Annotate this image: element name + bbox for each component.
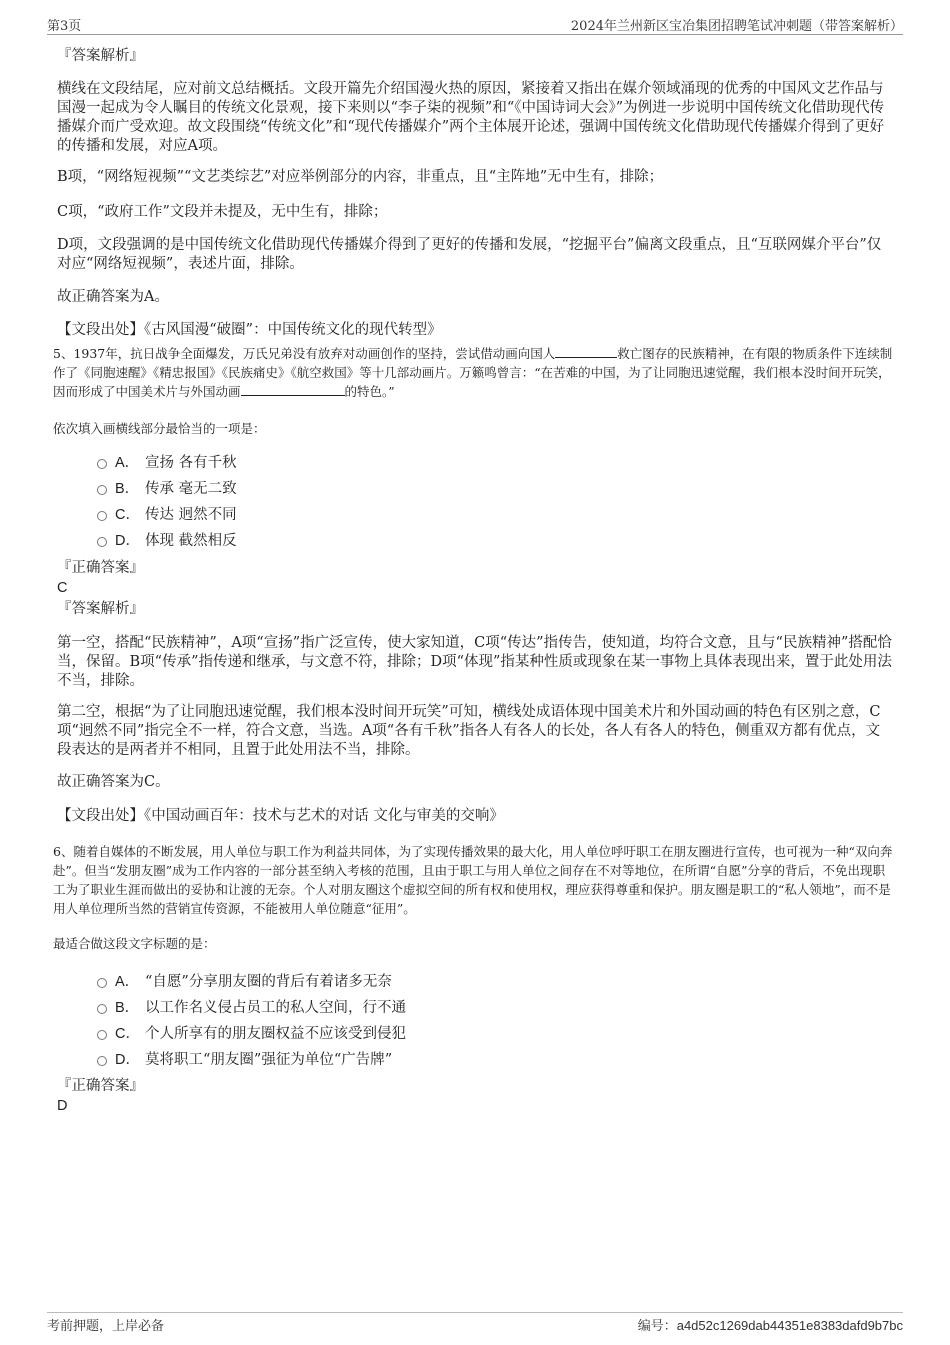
radio-button[interactable] <box>97 978 107 988</box>
radio-button[interactable] <box>97 1030 107 1040</box>
option-c[interactable]: C． 个人所享有的朋友圈权益不应该受到侵犯 <box>97 1021 697 1047</box>
radio-button[interactable] <box>97 511 107 521</box>
page-header <box>47 14 903 35</box>
page-number: 第3页 <box>47 19 82 34</box>
document-code: 编号：a4d52c1269dab44351e8383dafd9b7bc <box>637 1318 903 1334</box>
correct-answer-label: 『正确答案』 <box>57 560 144 576</box>
analysis-paragraph: 横线在文段结尾，应对前文总结概括。文段开篇先介绍国漫火热的原因，紧接着又指出在媒介领域涌现的优秀的中国风文艺作品与国漫一起成为令人瞩目的传统文化景观，接下来则以“李子柒的视频”和“《中国诗词大会》”为例进一步说明中国传统文化借助现代传播媒介而广受欢迎。故文段围绕“传统文化”和“现代传播媒介”两个主体展开论述，强调中国传统文化借助现代传播媒介得到了更好的传播和发展，对应A项。 <box>57 81 885 154</box>
radio-button[interactable] <box>97 485 107 495</box>
analysis-paragraph: B项，“网络短视频”“文艺类综艺”对应举例部分的内容，非重点，且“主阵地”无中生有，排除； <box>57 169 664 185</box>
page-footer <box>47 1312 903 1335</box>
option-a[interactable]: A． “自愿”分享朋友圈的背后有着诸多无奈 <box>97 969 697 995</box>
correct-answer: C <box>57 580 68 596</box>
option-d[interactable]: D． 莫将职工“朋友圈”强征为单位“广告牌” <box>97 1047 697 1073</box>
analysis-paragraph: 第一空，搭配“民族精神”，A项“宣扬”指广泛宣传，使大家知道，C项“传达”指传告，使知道，均符合文意，且与“民族精神”搭配恰当，保留。B项“传承”指传递和继承，与文意不符，排除；D项“体现”指某种性质或现象在某一事物上具体表现出来，置于此处用法不当，排除。 <box>57 635 892 689</box>
radio-button[interactable] <box>97 1004 107 1014</box>
fill-blank <box>555 345 617 358</box>
option-c[interactable]: C． 传达 迥然不同 <box>97 502 597 528</box>
option-list <box>97 969 697 1073</box>
passage-source: 【文段出处】《古风国漫“破圈”：中国传统文化的现代转型》 <box>57 322 442 338</box>
footer-slogan: 考前押题，上岸必备 <box>47 1319 165 1334</box>
passage-source: 【文段出处】《中国动画百年：技术与艺术的对话 文化与审美的交响》 <box>57 808 504 824</box>
option-list <box>97 450 597 554</box>
radio-button[interactable] <box>97 459 107 469</box>
document-title: 2024年兰州新区宝冶集团招聘笔试冲刺题（带答案解析） <box>570 19 903 34</box>
question-stem: 6、随着自媒体的不断发展，用人单位与职工作为利益共同体，为了实现传播效果的最大化，用人单位呼吁职工在朋友圈进行宣传，也可视为一种“双向奔赴”。但当“发朋友圈”成为工作内容的一部分甚至纳入考核的范围，且由于职工与用人单位之间存在不对等地位，在所谓“自愿”分享的背后，不免出现职工为了职业生涯而做出的妥协和让渡的无奈。个人对朋友圈这个虚拟空间的所有权和使用权，理应获得尊重和保护。朋友圈是职工的“私人领地”，而不是用人单位理所当然的营销宣传资源，不能被用人单位随意“征用”。 <box>53 844 893 916</box>
conclusion: 故正确答案为C。 <box>57 774 170 790</box>
radio-button[interactable] <box>97 537 107 547</box>
analysis-paragraph: C项，“政府工作”文段并未提及，无中生有，排除； <box>57 204 388 220</box>
conclusion: 故正确答案为A。 <box>57 289 169 305</box>
option-b[interactable]: B． 传承 毫无二致 <box>97 476 597 502</box>
option-d[interactable]: D． 体现 截然相反 <box>97 528 597 554</box>
option-a[interactable]: A． 宣扬 各有千秋 <box>97 450 597 476</box>
question-stem: 5、1937年，抗日战争全面爆发，万氏兄弟没有放弃对动画创作的坚持，尝试借动画向国人 救亡图存的民族精神，在有限的物质条件下连续制作了《同胞速醒》《精忠报国》《民族痛史》《航空救国》等十几部动画片。万籁鸣曾言：“在苦难的中国，为了让同胞迅速觉醒，我们根本没时间开玩笑，因而形成了中国美术片与外国动画 的特色。” <box>53 346 893 399</box>
correct-answer-label: 『正确答案』 <box>57 1078 144 1094</box>
analysis-paragraph: D项，文段强调的是中国传统文化借助现代传播媒介得到了更好的传播和发展，“挖掘平台”偏离文段重点，且“互联网媒介平台”仅对应“网络短视频”，表述片面，排除。 <box>57 237 882 272</box>
question-prompt: 最适合做这段文字标题的是： <box>53 936 216 951</box>
radio-button[interactable] <box>97 1056 107 1066</box>
question-prompt: 依次填入画横线部分最恰当的一项是： <box>53 421 266 436</box>
answer-analysis-label: 『答案解析』 <box>57 48 144 64</box>
correct-answer: D <box>57 1098 68 1114</box>
answer-analysis-label: 『答案解析』 <box>57 601 144 617</box>
fill-blank <box>241 383 345 396</box>
option-b[interactable]: B． 以工作名义侵占员工的私人空间，行不通 <box>97 995 697 1021</box>
analysis-paragraph: 第二空，根据“为了让同胞迅速觉醒，我们根本没时间开玩笑”可知，横线处成语体现中国美术片和外国动画的特色有区别之意，C项“迥然不同”指完全不一样，符合文意，当选。A项“各有千秋”指各人有各人的长处，各人有各人的特色，侧重双方都有优点，文段表达的是两者并不相同，且置于此处用法不当，排除。 <box>57 704 881 758</box>
